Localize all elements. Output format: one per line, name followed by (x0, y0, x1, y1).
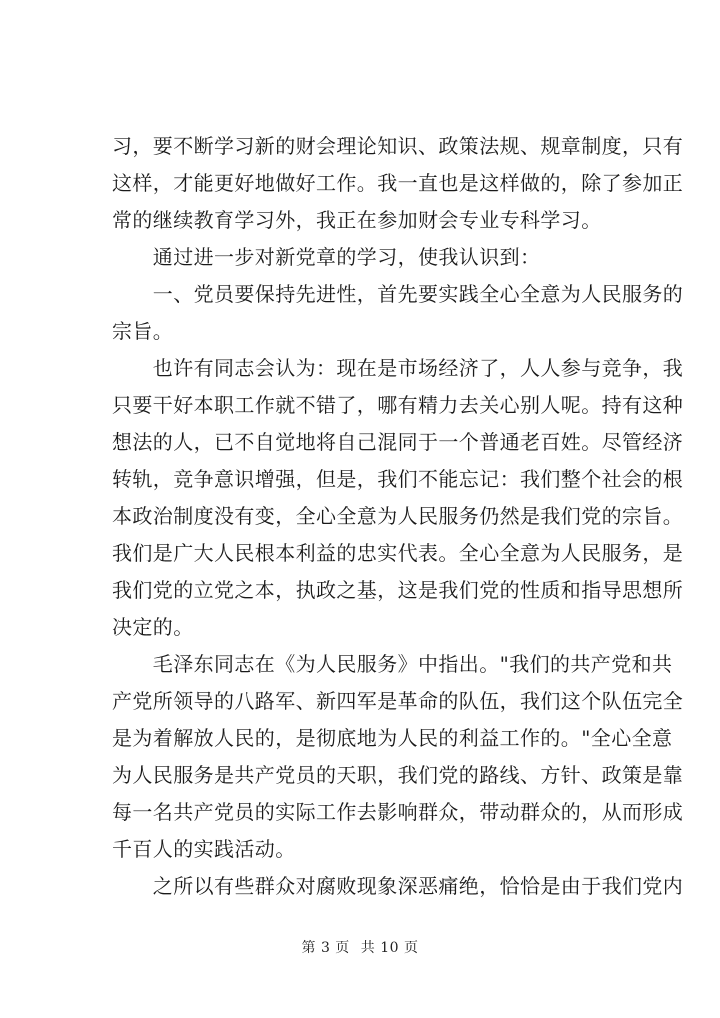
text-line: 通过进一步对新党章的学习，使我认识到： (112, 245, 541, 269)
document-body (112, 128, 684, 905)
page-number: 第 3 页 (301, 940, 350, 956)
text-line: 也许有同志会认为：现在是市场经济了，人人参与竞争，我 (112, 356, 684, 380)
text-line: 千百人的实践活动。 (112, 837, 296, 861)
text-line: 我们是广大人民根本利益的忠实代表。全心全意为人民服务，是 (112, 541, 684, 565)
page-footer (0, 937, 720, 957)
text-line: 产党所领导的八路军、新四军是革命的队伍，我们这个队伍完全 (112, 689, 684, 713)
text-line: 转轨，竞争意识增强，但是，我们不能忘记：我们整个社会的根 (112, 467, 684, 491)
text-line: 我们党的立党之本，执政之基，这是我们党的性质和指导思想所 (112, 578, 684, 602)
text-line: 一、党员要保持先进性，首先要实践全心全意为人民服务的 (112, 282, 684, 306)
text-line: 这样，才能更好地做好工作。我一直也是这样做的，除了参加正 (112, 171, 684, 195)
text-line: 习，要不断学习新的财会理论知识、政策法规、规章制度，只有 (112, 134, 684, 158)
text-line: 毛泽东同志在《为人民服务》中指出。"我们的共产党和共 (112, 652, 673, 676)
text-line: 为人民服务是共产党员的天职，我们党的路线、方针、政策是靠 (112, 763, 684, 787)
page-total: 共 10 页 (360, 940, 419, 956)
text-line: 本政治制度没有变，全心全意为人民服务仍然是我们党的宗旨。 (112, 504, 684, 528)
text-line: 想法的人，已不自觉地将自己混同于一个普通老百姓。尽管经济 (112, 430, 684, 454)
text-line: 常的继续教育学习外，我正在参加财会专业专科学习。 (112, 208, 602, 232)
text-line: 决定的。 (112, 615, 194, 639)
text-line: 只要干好本职工作就不错了，哪有精力去关心别人呢。持有这种 (112, 393, 684, 417)
text-line: 之所以有些群众对腐败现象深恶痛绝，恰恰是由于我们党内 (112, 874, 684, 898)
text-line: 每一名共产党员的实际工作去影响群众，带动群众的，从而形成 (112, 800, 684, 824)
text-line: 是为着解放人民的，是彻底地为人民的利益工作的。"全心全意 (112, 726, 673, 750)
text-line: 宗旨。 (112, 319, 174, 343)
